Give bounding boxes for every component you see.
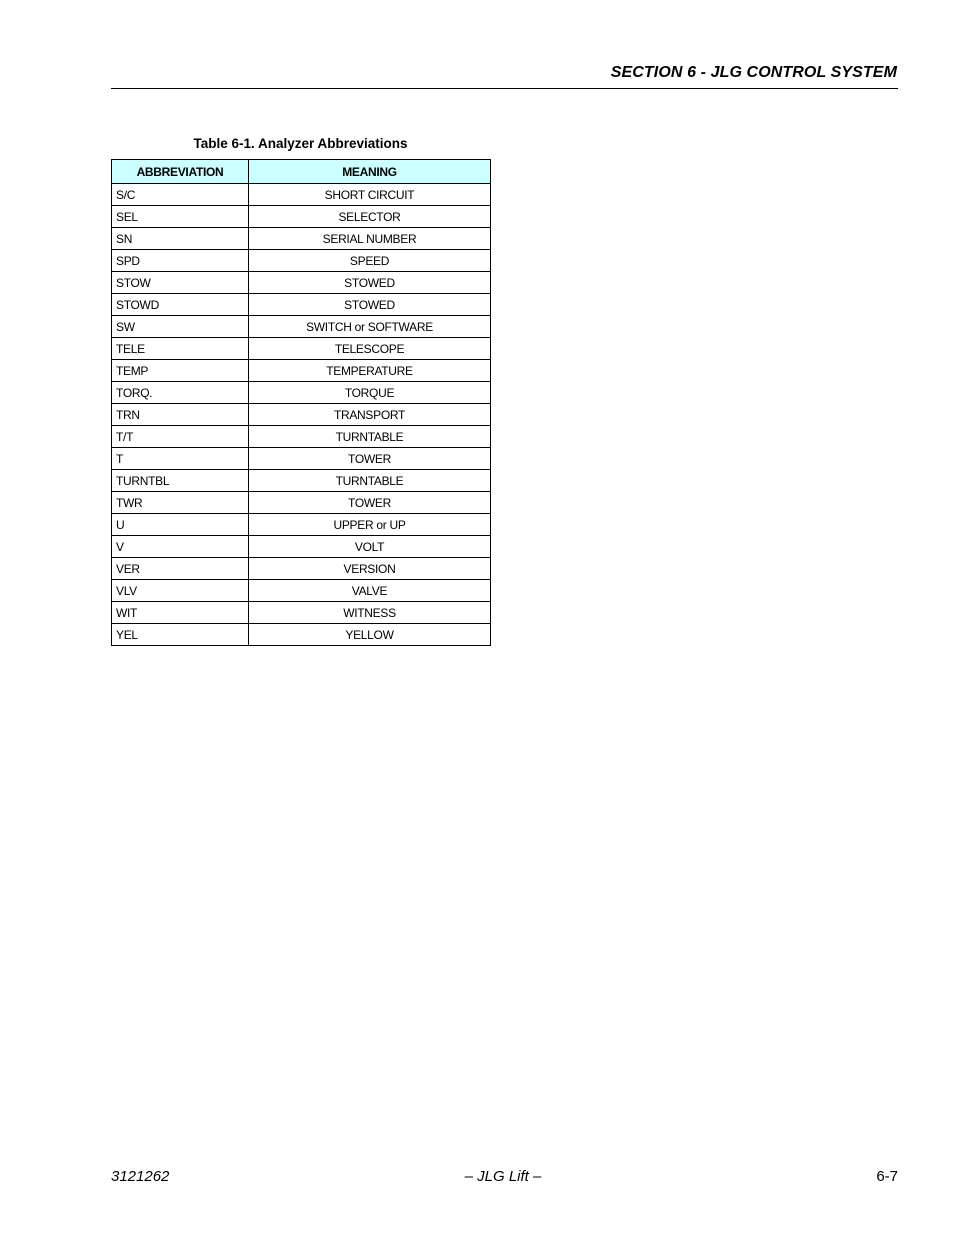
meaning-cell: YELLOW	[249, 624, 491, 646]
meaning-cell: VALVE	[249, 580, 491, 602]
header-divider	[111, 88, 898, 89]
column-header-meaning: MEANING	[249, 160, 491, 184]
table-caption: Table 6-1. Analyzer Abbreviations	[193, 136, 408, 151]
abbreviation-cell: SN	[112, 228, 249, 250]
table-row	[112, 448, 491, 470]
table-row	[112, 338, 491, 360]
section-title: SECTION 6 - JLG CONTROL SYSTEM	[610, 64, 897, 81]
meaning-cell: STOWED	[249, 272, 491, 294]
abbreviation-cell: WIT	[112, 602, 249, 624]
meaning-cell: WITNESS	[249, 602, 491, 624]
abbreviation-cell: T	[112, 448, 249, 470]
table-row	[112, 250, 491, 272]
abbreviation-cell: S/C	[112, 184, 249, 206]
table-row	[112, 272, 491, 294]
meaning-cell: SELECTOR	[249, 206, 491, 228]
meaning-cell: TURNTABLE	[249, 470, 491, 492]
abbreviation-cell: SW	[112, 316, 249, 338]
table-row	[112, 404, 491, 426]
abbreviations-table	[111, 159, 491, 646]
abbreviation-cell: SPD	[112, 250, 249, 272]
abbreviation-cell: TWR	[112, 492, 249, 514]
document-number: 3121262	[111, 1168, 170, 1185]
abbreviation-cell: STOWD	[112, 294, 249, 316]
table-row	[112, 228, 491, 250]
table-row	[112, 514, 491, 536]
abbreviation-cell: VER	[112, 558, 249, 580]
table-row	[112, 382, 491, 404]
table-row	[112, 184, 491, 206]
table-row	[112, 316, 491, 338]
abbreviation-cell: TORQ.	[112, 382, 249, 404]
table-row	[112, 580, 491, 602]
abbreviation-cell: TRN	[112, 404, 249, 426]
meaning-cell: TRANSPORT	[249, 404, 491, 426]
meaning-cell: SWITCH or SOFTWARE	[249, 316, 491, 338]
meaning-cell: SPEED	[249, 250, 491, 272]
abbreviation-cell: SEL	[112, 206, 249, 228]
meaning-cell: VOLT	[249, 536, 491, 558]
meaning-cell: UPPER or UP	[249, 514, 491, 536]
table-body	[112, 184, 491, 646]
table-row	[112, 294, 491, 316]
table-row	[112, 426, 491, 448]
meaning-cell: TEMPERATURE	[249, 360, 491, 382]
meaning-cell: TORQUE	[249, 382, 491, 404]
meaning-cell: SERIAL NUMBER	[249, 228, 491, 250]
page-number: 6-7	[876, 1168, 898, 1185]
table-row	[112, 536, 491, 558]
meaning-cell: VERSION	[249, 558, 491, 580]
meaning-cell: SHORT CIRCUIT	[249, 184, 491, 206]
table-row	[112, 602, 491, 624]
table-header-row	[112, 160, 491, 184]
meaning-cell: TOWER	[249, 448, 491, 470]
abbreviation-cell: V	[112, 536, 249, 558]
table-row	[112, 492, 491, 514]
table-row	[112, 206, 491, 228]
abbreviation-cell: U	[112, 514, 249, 536]
abbreviation-cell: YEL	[112, 624, 249, 646]
meaning-cell: STOWED	[249, 294, 491, 316]
meaning-cell: TOWER	[249, 492, 491, 514]
table-row	[112, 558, 491, 580]
meaning-cell: TELESCOPE	[249, 338, 491, 360]
meaning-cell: TURNTABLE	[249, 426, 491, 448]
abbreviation-cell: TELE	[112, 338, 249, 360]
table-row	[112, 624, 491, 646]
abbreviation-cell: TURNTBL	[112, 470, 249, 492]
column-header-abbreviation: ABBREVIATION	[112, 160, 249, 184]
table-row	[112, 360, 491, 382]
abbreviation-cell: STOW	[112, 272, 249, 294]
abbreviation-cell: T/T	[112, 426, 249, 448]
abbreviation-cell: VLV	[112, 580, 249, 602]
footer-title: – JLG Lift –	[464, 1168, 542, 1185]
abbreviation-cell: TEMP	[112, 360, 249, 382]
table-row	[112, 470, 491, 492]
